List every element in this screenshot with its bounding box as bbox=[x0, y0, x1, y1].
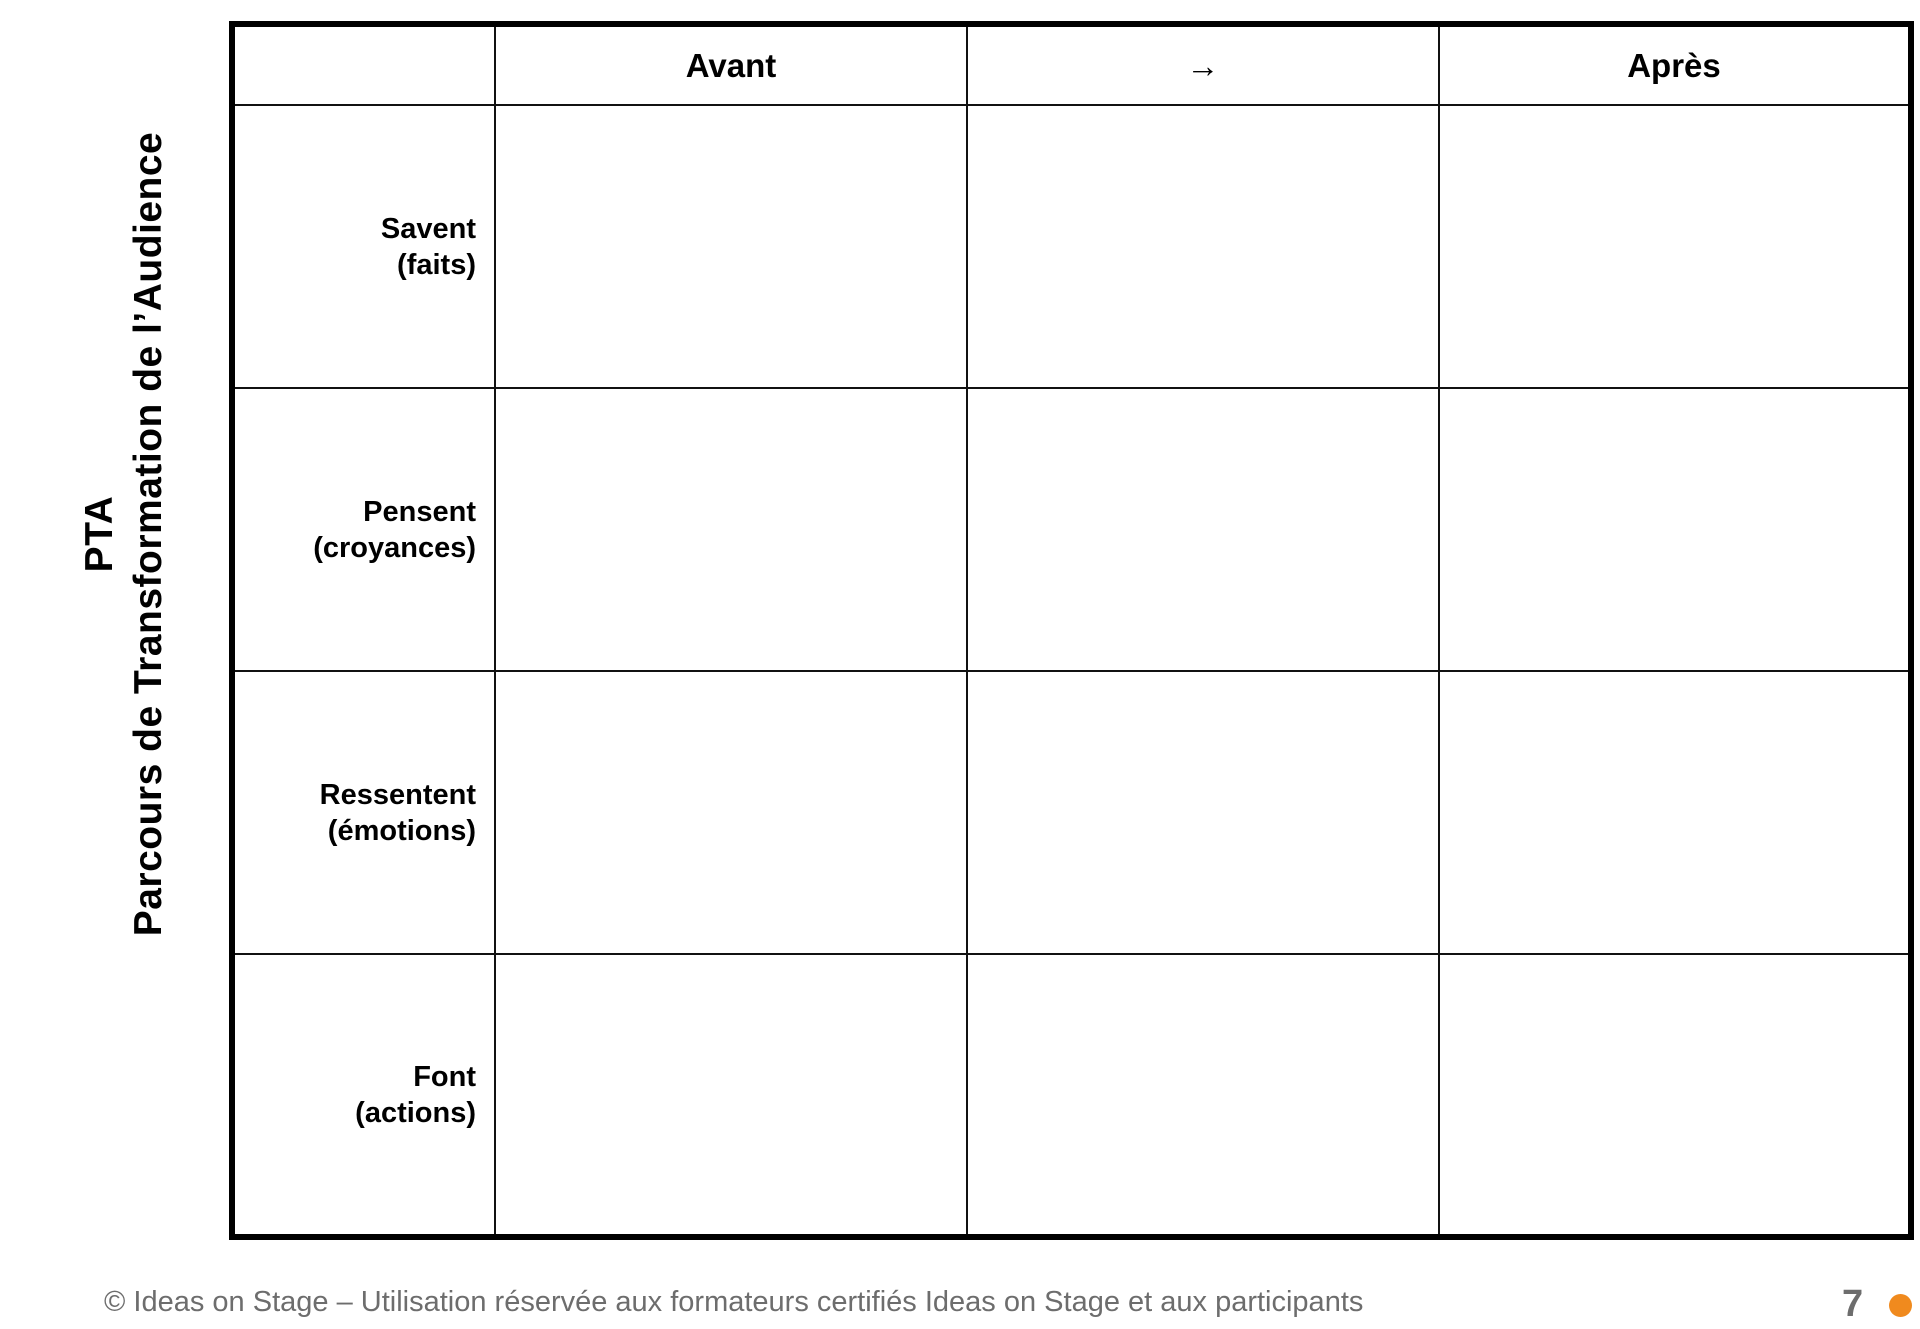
footer-copyright: © Ideas on Stage – Utilisation réservée aux formateurs certifiés Ideas on Stage et aux participants bbox=[104, 1286, 1364, 1318]
row-label-title: Font bbox=[413, 1060, 476, 1093]
page-number: 7 bbox=[1842, 1283, 1864, 1325]
pta-grid bbox=[229, 21, 1914, 1240]
grid-cell-after[interactable] bbox=[1439, 105, 1911, 388]
grid-cell-after[interactable] bbox=[1439, 671, 1911, 954]
row-label-subtitle: (croyances) bbox=[313, 531, 476, 564]
grid-cell-before[interactable] bbox=[495, 388, 967, 671]
row-label bbox=[232, 388, 495, 671]
row-label-title: Pensent bbox=[363, 495, 476, 528]
column-header-arrow: → bbox=[967, 24, 1439, 105]
grid-cell-transition[interactable] bbox=[967, 388, 1439, 671]
table-row bbox=[232, 954, 1911, 1237]
table-row bbox=[232, 388, 1911, 671]
row-label-subtitle: (actions) bbox=[355, 1096, 476, 1129]
table-row bbox=[232, 671, 1911, 954]
header-row bbox=[232, 24, 1911, 105]
side-title-full: Parcours de Transformation de l’Audience bbox=[127, 131, 170, 937]
grid-cell-transition[interactable] bbox=[967, 105, 1439, 388]
row-label bbox=[232, 954, 495, 1237]
grid-cell-before[interactable] bbox=[495, 105, 967, 388]
column-header-before: Avant bbox=[495, 24, 967, 105]
side-title-acronym: PTA bbox=[78, 495, 121, 573]
row-label-title: Ressentent bbox=[319, 778, 476, 811]
row-label-title: Savent bbox=[380, 212, 476, 245]
grid-cell-before[interactable] bbox=[495, 671, 967, 954]
column-header-after: Après bbox=[1439, 24, 1911, 105]
row-label bbox=[232, 671, 495, 954]
grid-cell-transition[interactable] bbox=[967, 954, 1439, 1237]
grid-cell-before[interactable] bbox=[495, 954, 967, 1237]
grid-cell-transition[interactable] bbox=[967, 671, 1439, 954]
page-dot-icon bbox=[1889, 1294, 1912, 1317]
corner-cell bbox=[232, 24, 495, 105]
row-label bbox=[232, 105, 495, 388]
row-label-subtitle: (faits) bbox=[397, 248, 476, 281]
side-title bbox=[75, 34, 185, 1034]
grid-cell-after[interactable] bbox=[1439, 388, 1911, 671]
table-row bbox=[232, 105, 1911, 388]
grid-cell-after[interactable] bbox=[1439, 954, 1911, 1237]
row-label-subtitle: (émotions) bbox=[327, 814, 476, 847]
